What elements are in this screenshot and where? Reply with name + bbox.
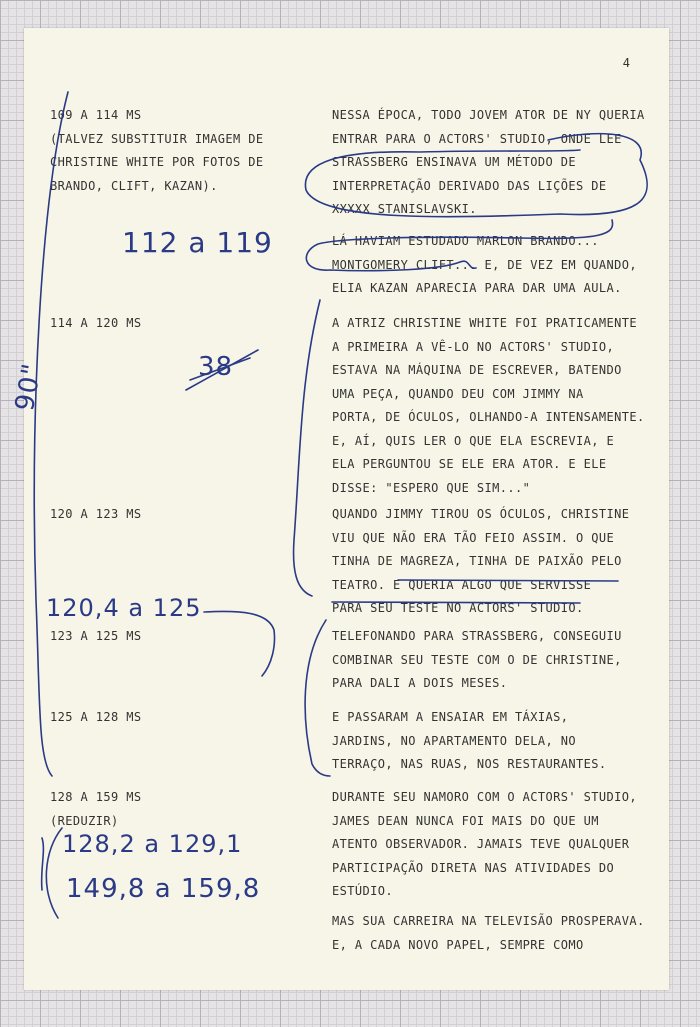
cue-line: 120 A 123 MS	[50, 507, 142, 521]
cue-line: BRANDO, CLIFT, KAZAN).	[50, 178, 218, 193]
narration-line: JARDINS, NO APARTAMENTO DELA, NO	[332, 733, 576, 748]
margin-bracket	[34, 92, 68, 776]
narration-line: TINHA DE MAGREZA, TINHA DE PAIXÃO PELO	[332, 554, 622, 568]
cue-line: 125 A 128 MS	[50, 710, 142, 724]
ink-loop	[305, 134, 647, 217]
narration-line: INTERPRETAÇÃO DERIVADO DAS LIÇÕES DE	[332, 178, 607, 193]
narration-line: ATENTO OBSERVADOR. JAMAIS TEVE QUALQUER	[332, 837, 630, 851]
narration-line: E, AÍ, QUIS LER O QUE ELA ESCREVIA, E	[332, 433, 615, 448]
cue-line: CHRISTINE WHITE POR FOTOS DE	[50, 155, 264, 169]
narration-line: PORTA, DE ÓCULOS, OLHANDO-A INTENSAMENTE.	[332, 410, 645, 424]
timing-brace	[46, 828, 62, 918]
cue-line: 128 A 159 MS	[50, 790, 142, 804]
cue-line: (TALVEZ SUBSTITUIR IMAGEM DE	[50, 131, 264, 146]
narration-line: PARTICIPAÇÃO DIRETA NAS ATIVIDADES DO	[332, 860, 615, 875]
narration-line: DURANTE SEU NAMORO COM O ACTORS' STUDIO,	[332, 790, 637, 804]
handwritten-note: 38	[198, 352, 234, 382]
narration-line: JAMES DEAN NUNCA FOI MAIS DO QUE UM	[332, 813, 599, 828]
narration-line: TEATRO. E QUERIA ALGO QUE SERVISSE	[332, 577, 592, 592]
narration-line: MAS SUA CARREIRA NA TELEVISÃO PROSPERAVA.	[332, 914, 645, 928]
cue-line: (REDUZIR)	[50, 813, 119, 828]
narration-line: ENTRAR PARA O ACTORS' STUDIO, ONDE LEE	[332, 131, 622, 146]
narration-line: ELIA KAZAN APARECIA PARA DAR UMA AULA.	[332, 281, 622, 295]
narration-line: PARA SEU TESTE NO ACTORS' STUDIO.	[332, 601, 584, 615]
arrow-line	[204, 611, 275, 676]
narration-line: NESSA ÉPOCA, TODO JOVEM ATOR DE NY QUERIA	[332, 108, 645, 122]
page-number: 4	[622, 56, 630, 70]
cue-line: 114 A 120 MS	[50, 316, 142, 330]
narration-line: ELA PERGUNTOU SE ELE ERA ATOR. E ELE	[332, 457, 607, 471]
handwritten-note: 149,8 a 159,8	[66, 874, 261, 904]
narration-line: XXXXX STANISLAVSKI.	[332, 202, 477, 216]
handwritten-note: 112 a 119	[122, 226, 273, 259]
narration-line: LÁ HAVIAM ESTUDADO MARLON BRANDO...	[332, 234, 599, 248]
narration-line: ESTAVA NA MÁQUINA DE ESCREVER, BATENDO	[332, 363, 622, 377]
narration-line: TELEFONANDO PARA STRASSBERG, CONSEGUIU	[332, 629, 622, 643]
narration-line: E PASSARAM A ENSAIAR EM TÁXIAS,	[332, 710, 569, 724]
narration-line: STRASSBERG ENSINAVA UM MÉTODO DE	[332, 155, 576, 169]
narration-line: ESTÚDIO.	[332, 884, 393, 898]
cue-line: 109 A 114 MS	[50, 108, 142, 122]
narration-line: PARA DALI A DOIS MESES.	[332, 676, 508, 690]
narration-line: VIU QUE NÃO ERA TÃO FEIO ASSIM. O QUE	[332, 530, 615, 545]
narration-line: UMA PEÇA, QUANDO DEU COM JIMMY NA	[332, 386, 584, 401]
narration-line: COMBINAR SEU TESTE COM O DE CHRISTINE,	[332, 652, 622, 667]
narration-line: A ATRIZ CHRISTINE WHITE FOI PRATICAMENTE	[332, 316, 637, 330]
narration-line: MONTGOMERY CLIFT... E, DE VEZ EM QUANDO,	[332, 257, 637, 272]
narration-line: E, A CADA NOVO PAPEL, SEMPRE COMO	[332, 937, 584, 952]
strike-line	[332, 602, 580, 603]
narration-bracket	[294, 300, 320, 596]
strike-line	[398, 580, 618, 581]
timing-brace	[42, 838, 44, 890]
ink-loop	[306, 220, 612, 271]
handwritten-note: 90"	[10, 360, 48, 414]
narration-line: DISSE: "ESPERO QUE SIM..."	[332, 480, 531, 495]
narration-line: QUANDO JIMMY TIROU OS ÓCULOS, CHRISTINE	[332, 507, 630, 521]
cue-line: 123 A 125 MS	[50, 629, 142, 643]
handwritten-note: 120,4 a 125	[46, 594, 202, 622]
handwritten-note: 128,2 a 129,1	[62, 830, 243, 858]
narration-line: TERRAÇO, NAS RUAS, NOS RESTAURANTES.	[332, 757, 607, 771]
narration-bracket	[305, 620, 330, 776]
narration-line: A PRIMEIRA A VÊ-LO NO ACTORS' STUDIO,	[332, 339, 615, 354]
